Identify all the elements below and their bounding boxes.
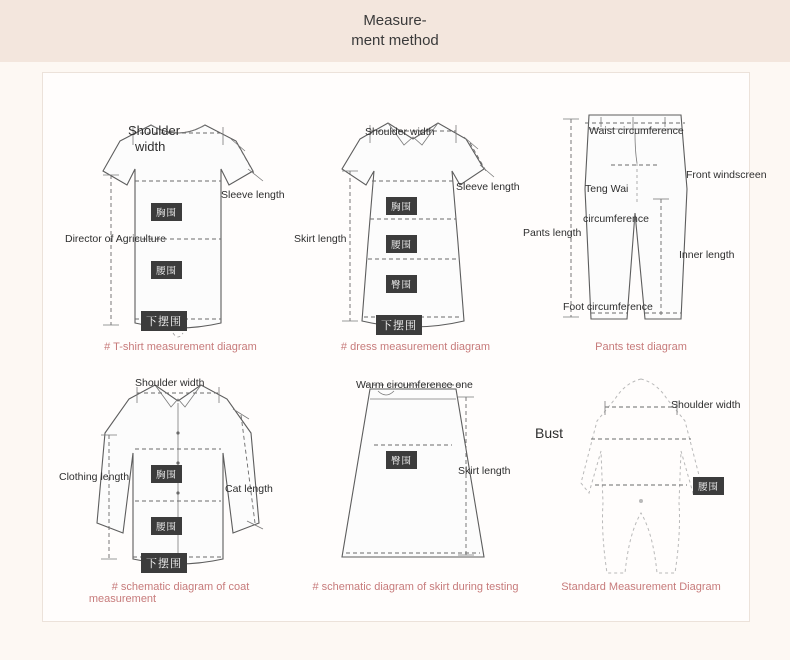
cn-tag-bust: 胸围 xyxy=(151,465,182,483)
cn-tag-bust: 胸围 xyxy=(151,203,182,221)
label-pants-length: Pants length xyxy=(523,227,582,239)
diagram-tshirt xyxy=(65,93,288,363)
caption-coat-line2: measurement xyxy=(88,593,157,605)
header-bar xyxy=(0,0,790,62)
label-sleeve-length: Sleeve length xyxy=(456,181,520,193)
cn-tag-bust: 胸围 xyxy=(386,197,417,215)
cn-tag-hem: 下摆围 xyxy=(141,311,187,331)
page-title-line2: ment method xyxy=(351,32,439,49)
label-foot-circumference: Foot circumference xyxy=(563,301,653,313)
diagram-standard xyxy=(535,373,741,613)
cn-tag-hem: 下摆围 xyxy=(141,553,187,573)
cn-tag-waist: 腰围 xyxy=(386,235,417,253)
diagram-skirt xyxy=(308,373,523,613)
label-shoulder-width-line2: width xyxy=(135,139,166,154)
label-skirt-length: Skirt length xyxy=(458,465,511,477)
label-circumference: circumference xyxy=(583,213,649,225)
page-title-line1: Measure- xyxy=(363,11,427,29)
page-title xyxy=(335,11,455,52)
diagram-coat xyxy=(59,373,288,613)
label-inner-length: Inner length xyxy=(679,249,735,261)
label-shoulder-width-line1: Shoulder xyxy=(128,123,181,138)
caption-coat: # schematic diagram of coat xyxy=(111,581,250,593)
cn-tag-waist: 腰围 xyxy=(693,477,724,495)
diagram-pants xyxy=(523,93,767,363)
caption-standard: Standard Measurement Diagram xyxy=(561,581,721,593)
diagram-panel xyxy=(42,72,767,622)
diagram-dress xyxy=(294,93,523,363)
caption-tshirt: # T-shirt measurement diagram xyxy=(104,341,257,353)
label-bust: Bust xyxy=(535,425,564,441)
caption-dress: # dress measurement diagram xyxy=(340,341,491,353)
label-shoulder-width: Shoulder width xyxy=(365,126,435,138)
label-shoulder-width: Shoulder width xyxy=(671,399,741,411)
label-director-of-agriculture: Director of Agriculture xyxy=(65,233,166,245)
cn-tag-waist: 腰围 xyxy=(151,261,182,279)
caption-skirt: # schematic diagram of skirt during testing xyxy=(312,581,519,593)
label-front-windscreen: Front windscreen xyxy=(686,169,767,181)
label-cat-length: Cat length xyxy=(225,483,273,495)
label-warm-circumference-one: Warm circumference one xyxy=(356,379,473,391)
cn-tag-hem: 下摆围 xyxy=(376,315,422,335)
cn-tag-hip: 臀围 xyxy=(386,451,417,469)
label-shoulder-width: Shoulder width xyxy=(135,377,205,389)
cn-tag-hip: 臀围 xyxy=(386,275,417,293)
cn-tag-waist: 腰围 xyxy=(151,517,182,535)
caption-pants: Pants test diagram xyxy=(595,341,687,353)
label-teng-wai: Teng Wai xyxy=(585,183,629,195)
label-skirt-length: Skirt length xyxy=(294,233,347,245)
skirt-drawing xyxy=(308,373,523,588)
label-clothing-length: Clothing length xyxy=(59,471,130,483)
label-sleeve-length: Sleeve length xyxy=(221,189,285,201)
label-waist-circumference: Waist circumference xyxy=(589,125,684,137)
